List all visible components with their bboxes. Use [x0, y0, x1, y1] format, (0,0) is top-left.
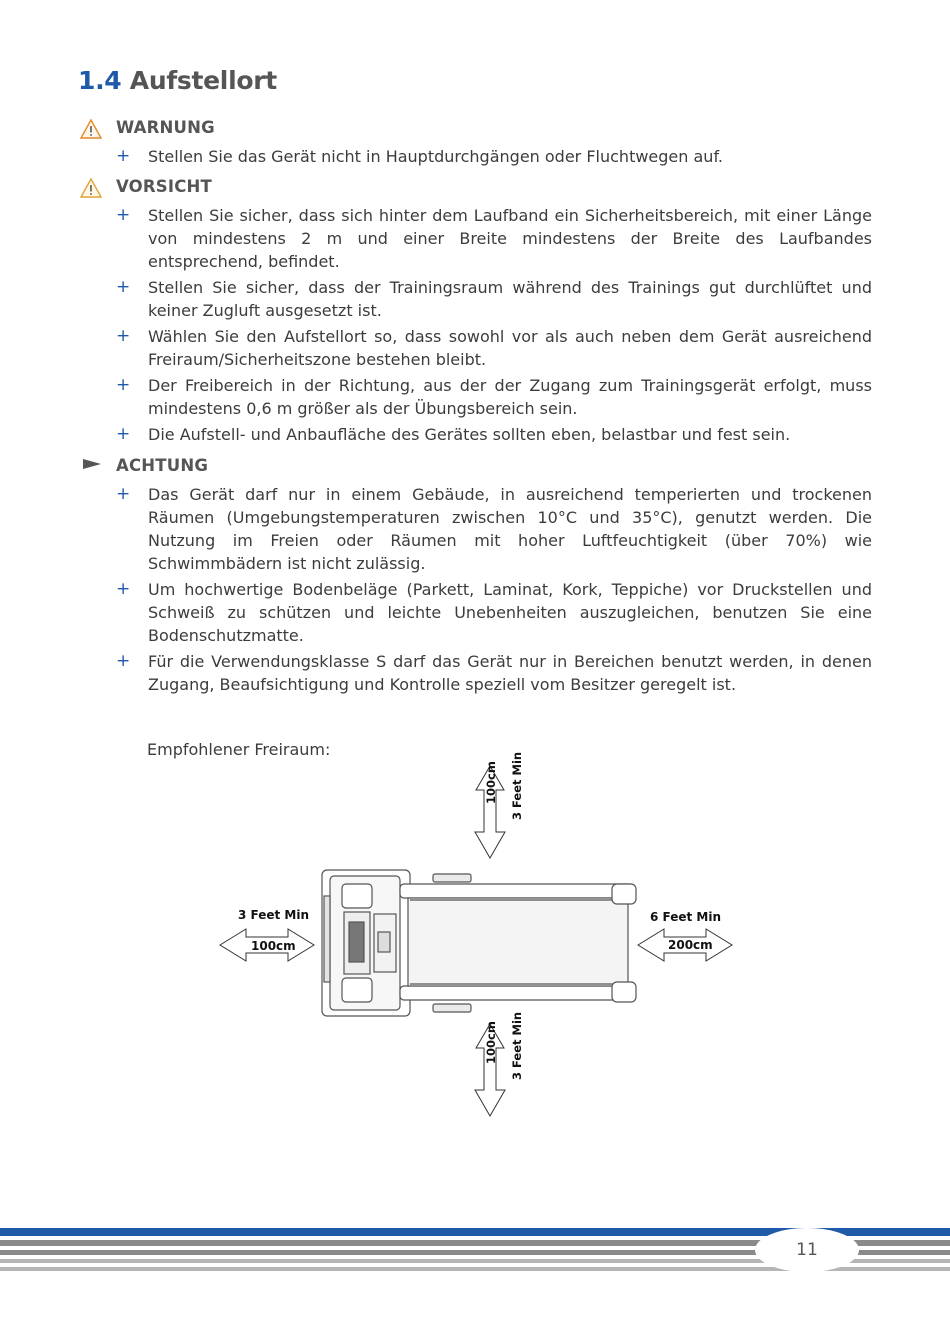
section-number: 1.4	[78, 66, 122, 95]
right-imperial-label: 6 Feet Min	[650, 910, 722, 924]
warning-label: WARNUNG	[116, 118, 215, 137]
left-imperial-label: 3 Feet Min	[238, 908, 310, 922]
left-metric-label: 100cm	[251, 939, 296, 953]
top-metric-label: 100cm	[484, 761, 498, 804]
list-item: + Stellen Sie das Gerät nicht in Hauptdurchgängen oder Fluchtwegen auf.	[116, 146, 723, 166]
list-item: + Stellen Sie sicher, dass der Trainingsraum während des Trainings gut durchlüftet und keiner Zugluft ausgesetzt ist.	[116, 277, 872, 320]
list-item: + Wählen Sie den Aufstellort so, dass sowohl vor als auch neben dem Gerät ausreichend Freiraum/Sicherheitszone bestehen bleibt.	[116, 326, 872, 369]
list-item: + Die Aufstell- und Anbaufläche des Gerätes sollten eben, belastbar und fest sein.	[116, 424, 791, 444]
section-title: Aufstellort	[129, 66, 277, 95]
bottom-metric-label: 100cm	[484, 1021, 498, 1064]
list-item: + Um hochwertige Bodenbeläge (Parkett, Laminat, Kork, Teppiche) vor Druckstellen und Schweiß zu schützen und leichte Unebenheiten auszugleichen, benutzen Sie eine Bodenschutzmatte.	[116, 579, 872, 645]
caution-label: VORSICHT	[116, 177, 213, 196]
list-item: + Für die Verwendungsklasse S darf das Gerät nur in Bereichen benutzt werden, in denen Zugang, Beaufsichtigung und Kontrolle speziell vom Besitzer geregelt ist.	[116, 651, 872, 694]
bottom-imperial-label: 3 Feet Min	[510, 1011, 524, 1080]
list-item: + Das Gerät darf nur in einem Gebäude, in ausreichend temperierten und trockenen Räumen (Umgebungstemperaturen zwischen 10°C und 35°C), genutzt werden. Die Nutzung im Freien oder Räumen mit hoher Luftfeuchtigkeit (über 70%) wie Schwimmbädern ist nicht zulässig.	[116, 484, 872, 573]
page-number: 11	[796, 1240, 818, 1260]
diagram-caption: Empfohlener Freiraum:	[147, 740, 331, 759]
attention-label: ACHTUNG	[116, 456, 209, 475]
right-metric-label: 200cm	[668, 938, 713, 952]
list-item: + Der Freibereich in der Richtung, aus der der Zugang zum Trainingsgerät erfolgt, muss mindestens 0,6 m größer als der Übungsbereich sein.	[116, 375, 872, 418]
treadmill-topview	[322, 870, 636, 1016]
top-imperial-label: 3 Feet Min	[510, 751, 524, 820]
list-item: + Stellen Sie sicher, dass sich hinter dem Laufband ein Sicherheitsbereich, mit einer Länge von mindestens 2 m und einer Breite mindestens der Breite des Laufbandes entsprechend, befindet.	[116, 205, 872, 271]
